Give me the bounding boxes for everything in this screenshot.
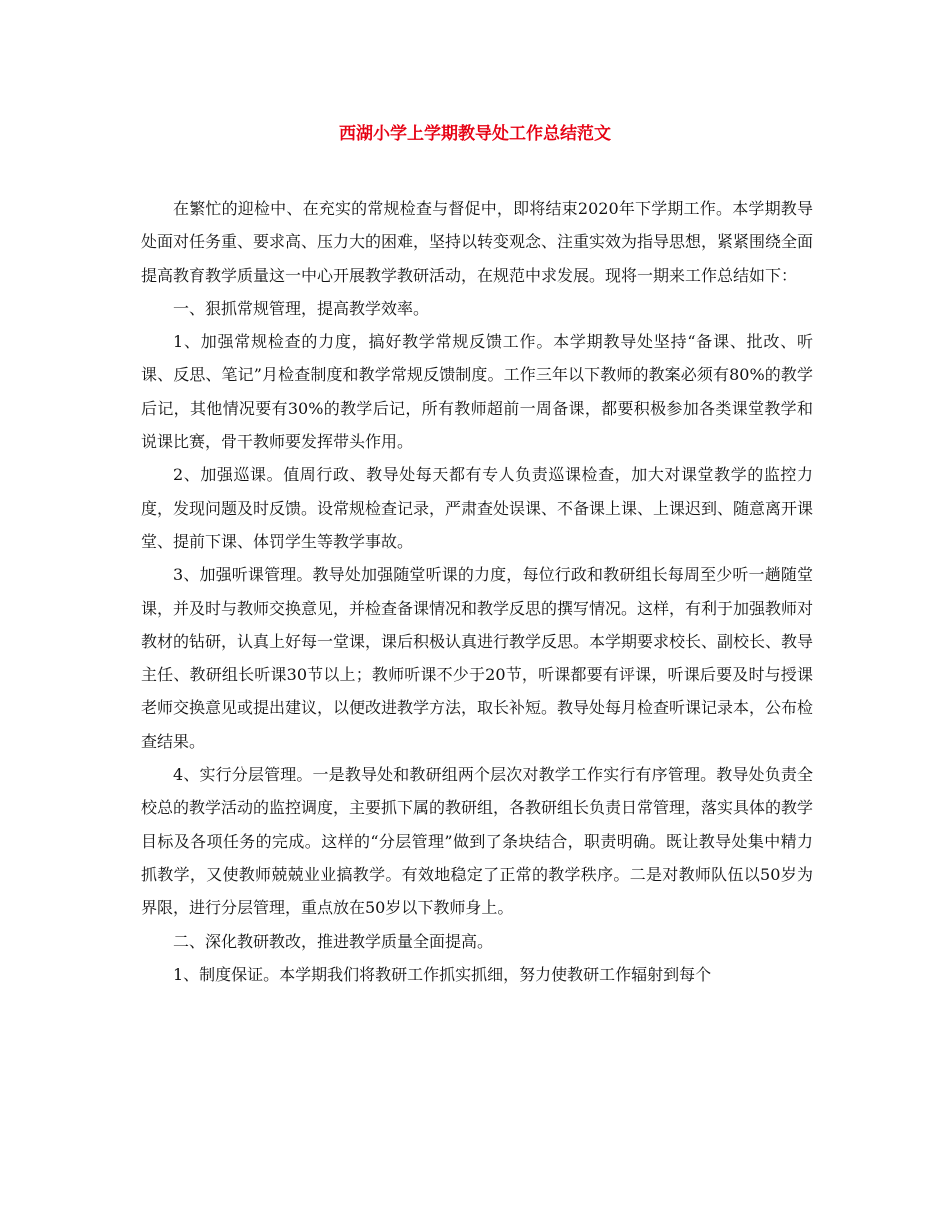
document-title: 西湖小学上学期教导处工作总结范文: [339, 124, 611, 144]
paragraph-1-2: 2、加强巡课。值周行政、教导处每天都有专人负责巡课检查，加大对课堂教学的监控力度，发现问题及时反馈。设常规检查记录，严肃查处误课、不备课上课、上课迟到、随意离开课堂、提前下课、体罚学生等教学事故。: [141, 465, 814, 551]
paragraph-1-4: 4、实行分层管理。一是教导处和教研组两个层次对教学工作实行有序管理。教导处负责全校总的教学活动的监控调度，主要抓下属的教研组，各教研组长负责日常管理，落实具体的教学目标及各项任务的完成。这样的“分层管理”做到了条块结合，职责明确。既让教导处集中精力抓教学，又使教师兢兢业业搞教学。有效地稳定了正常的教学秩序。二是对教师队伍以50岁为界限，进行分层管理，重点放在50岁以下教师身上。: [141, 765, 814, 918]
paragraph-2-1: 1、制度保证。本学期我们将教研工作抓实抓细，努力使教研工作辐射到每个: [173, 964, 712, 984]
section-heading-2: 二、深化教研教改，推进教学质量全面提高。: [173, 931, 494, 951]
paragraph-1-3: 3、加强听课管理。教导处加强随堂听课的力度，每位行政和教研组长每周至少听一趟随堂课，并及时与教师交换意见，并检查备课情况和教学反思的撰写情况。这样，有利于加强教师对教材的钻研，认真上好每一堂课，课后积极认真进行教学反思。本学期要求校长、副校长、教导主任、教研组长听课30节以上；教师听课不少于20节，听课都要有评课，听课后要及时与授课老师交换意见或提出建议，以便改进教学方法，取长补短。教导处每月检查听课记录本，公布检查结果。: [141, 565, 814, 751]
paragraph-intro: 在繁忙的迎检中、在充实的常规检查与督促中，即将结束2020年下学期工作。本学期教导处面对任务重、要求高、压力大的困难，坚持以转变观念、注重实效为指导思想，紧紧围绕全面提高教育教学质量这一中心开展教学教研活动，在规范中求发展。现将一期来工作总结如下：: [141, 199, 814, 285]
document-body: [141, 192, 813, 991]
section-heading-1: 一、狠抓常规管理，提高教学效率。: [173, 298, 430, 318]
paragraph-1-1: 1、加强常规检查的力度，搞好教学常规反馈工作。本学期教导处坚持“备课、批改、听课、反思、笔记”月检查制度和教学常规反馈制度。工作三年以下教师的教案必须有80%的教学后记，其他情况要有30%的教学后记，所有教师超前一周备课，都要积极参加各类课堂教学和说课比赛，骨干教师要发挥带头作用。: [141, 332, 813, 452]
